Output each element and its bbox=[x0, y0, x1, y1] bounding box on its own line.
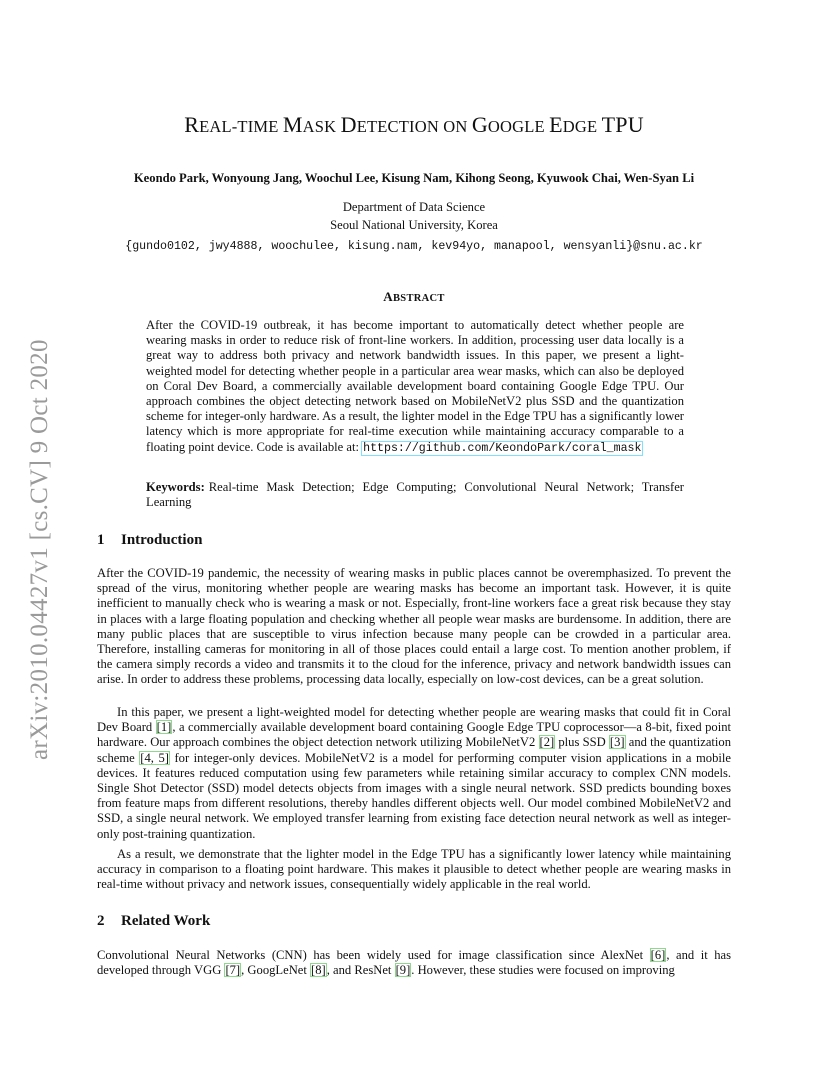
title-cap-5: E bbox=[549, 112, 563, 137]
title-rest-3: ETECTION ON bbox=[356, 117, 472, 136]
citation-link[interactable]: [1] bbox=[156, 720, 172, 735]
section-number: 2 bbox=[97, 913, 105, 929]
section-heading-related-work bbox=[97, 913, 210, 930]
title-cap-1: R bbox=[184, 112, 200, 137]
affiliation-university: Seoul National University, Korea bbox=[330, 218, 498, 232]
text-run: . However, these studies were focused on improving bbox=[411, 963, 675, 978]
citation-link[interactable]: [6] bbox=[650, 948, 666, 962]
title-rest-4: OOGLE bbox=[487, 117, 550, 136]
title-cap-4: G bbox=[471, 112, 488, 137]
text-run: plus SSD bbox=[555, 735, 609, 750]
title-rest-5: DGE bbox=[562, 117, 602, 136]
citation-link[interactable]: [8] bbox=[311, 963, 326, 978]
text-run: for integer-only devices. MobileNetV2 is a model for performing computer vision applications in a mobile devices. It features reduced computation using few parameters while retaining similar accuracy to complex CNN models. Single Shot Detector (SSD) model detects objects from images with a single neural network. SSD predicts bounding boxes from feature maps from different resolutions, thereby handles different objects well. Our model combined MobileNetV2 and SSD, a single neural network. We employed transfer learning from existing face detection neural network as well as integer-only post-training quantization. bbox=[97, 750, 731, 841]
citation-link[interactable]: [7] bbox=[225, 963, 241, 978]
intro-paragraph-3: As a result, we demonstrate that the lighter model in the Edge TPU has a significantly lower latency while maintaining accuracy in comparison to a floating point hardware. This makes it plausible to detect whether people are wearing masks in real-time without privacy and network issues, consequentially widely applicable in the real world. bbox=[97, 847, 731, 892]
paper-title bbox=[0, 112, 828, 138]
keywords-text: Real-time Mask Detection; Edge Computing; Convolutional Neural Network; Transfer Learning bbox=[146, 480, 684, 510]
citation-link[interactable]: [2] bbox=[539, 735, 555, 750]
affiliation-department: Department of Data Science bbox=[342, 200, 486, 214]
abstract-body bbox=[146, 318, 684, 456]
intro-paragraph-2 bbox=[97, 705, 731, 842]
abstract-text: After the COVID-19 outbreak, it has become important to automatically detect whether people are wearing masks in order to reduce risk of front-line workers. In addition, processing user data locally is a great way to address both privacy and network bandwidth issues. In this paper, we present a light-weighted model for detecting whether people in a particular area wear masks, which can also be deployed on Coral Dev Board, a commercially available development board containing Google Edge TPU. Our approach combines the object detecting network based on MobileNetV2 plus SSD and the quantization scheme for integer-only hardware. As a result, the lighter model in the Edge TPU has a significantly lower latency which is more appropriate for real-time execution while maintaining accuracy comparable to a floating point device. Code is available at: bbox=[146, 318, 684, 454]
title-rest-1: EAL-TIME bbox=[199, 117, 283, 136]
text-run: , and ResNet bbox=[326, 963, 395, 978]
keywords-label: Keywords: bbox=[146, 480, 205, 494]
title-rest-2: ASK bbox=[302, 117, 341, 136]
text-run: In this paper, we present a light-weighted model for detecting whether people are wearing masks that could fit in Coral Dev Board bbox=[97, 705, 731, 735]
title-word-6: TPU bbox=[601, 112, 644, 137]
text-run: , GoogLeNet bbox=[241, 963, 311, 978]
abstract-heading-cap: A bbox=[383, 289, 393, 304]
section-title: Introduction bbox=[121, 532, 203, 548]
citation-link[interactable]: [9] bbox=[395, 963, 411, 978]
related-work-paragraph-1 bbox=[97, 948, 731, 978]
section-heading-introduction bbox=[97, 532, 202, 549]
citation-link[interactable]: [4, 5] bbox=[140, 750, 169, 765]
author-list: Keondo Park, Wonyoung Jang, Woochul Lee, Kisung Nam, Kihong Seong, Kyuwook Chai, Wen-Syan Li bbox=[133, 171, 695, 185]
intro-paragraph-1: After the COVID-19 pandemic, the necessity of wearing masks in public places cannot be overemphasized. To prevent the spread of the virus, monitoring whether people are wearing masks has become an important task. However, it is quite inefficient to manually check who is wearing a mask or not. Especially, front-line workers face a great risk because they stay in places with a large floating population and checking whether all people wear masks are burdensome. In addition, there are many public places that are susceptible to virus infection because many people can be crowded in a particular area. Therefore, installing cameras for monitoring in all of those places could entail a large cost. To mention another problem, if the camera simply records a video and transmits it to the cloud for the inference, privacy and network bandwidth issues can arise. In order to address these problems, processing data locally, especially on low-cost devices, can be a great solution. bbox=[97, 566, 731, 687]
arxiv-identifier-stamp: arXiv:2010.04427v1 [cs.CV] 9 Oct 2020 bbox=[26, 339, 53, 760]
title-cap-3: D bbox=[340, 112, 357, 137]
abstract-heading-rest: BSTRACT bbox=[393, 293, 445, 304]
text-run: Convolutional Neural Networks (CNN) has been widely used for image classification since AlexNet bbox=[97, 948, 650, 962]
text-run: and the quantization scheme bbox=[97, 735, 731, 765]
text-run: , a commercially available development board containing Google Edge TPU coprocessor—a 8-bit, fixed point hardware. Our approach combines the object detection network utilizing MobileNetV2 bbox=[97, 720, 731, 750]
text-run: , and it has developed through VGG bbox=[97, 948, 731, 978]
section-title: Related Work bbox=[121, 913, 211, 929]
section-number: 1 bbox=[97, 532, 105, 548]
citation-link[interactable]: [3] bbox=[609, 735, 625, 750]
abstract-heading bbox=[0, 289, 828, 305]
code-url-link[interactable]: https://github.com/KeondoPark/coral_mask bbox=[363, 441, 642, 455]
author-emails: {gundo0102, jwy4888, woochulee, kisung.nam, kev94yo, manapool, wensyanli}@snu.ac.kr bbox=[125, 240, 703, 253]
keywords-block bbox=[146, 480, 684, 510]
title-cap-2: M bbox=[282, 112, 303, 137]
